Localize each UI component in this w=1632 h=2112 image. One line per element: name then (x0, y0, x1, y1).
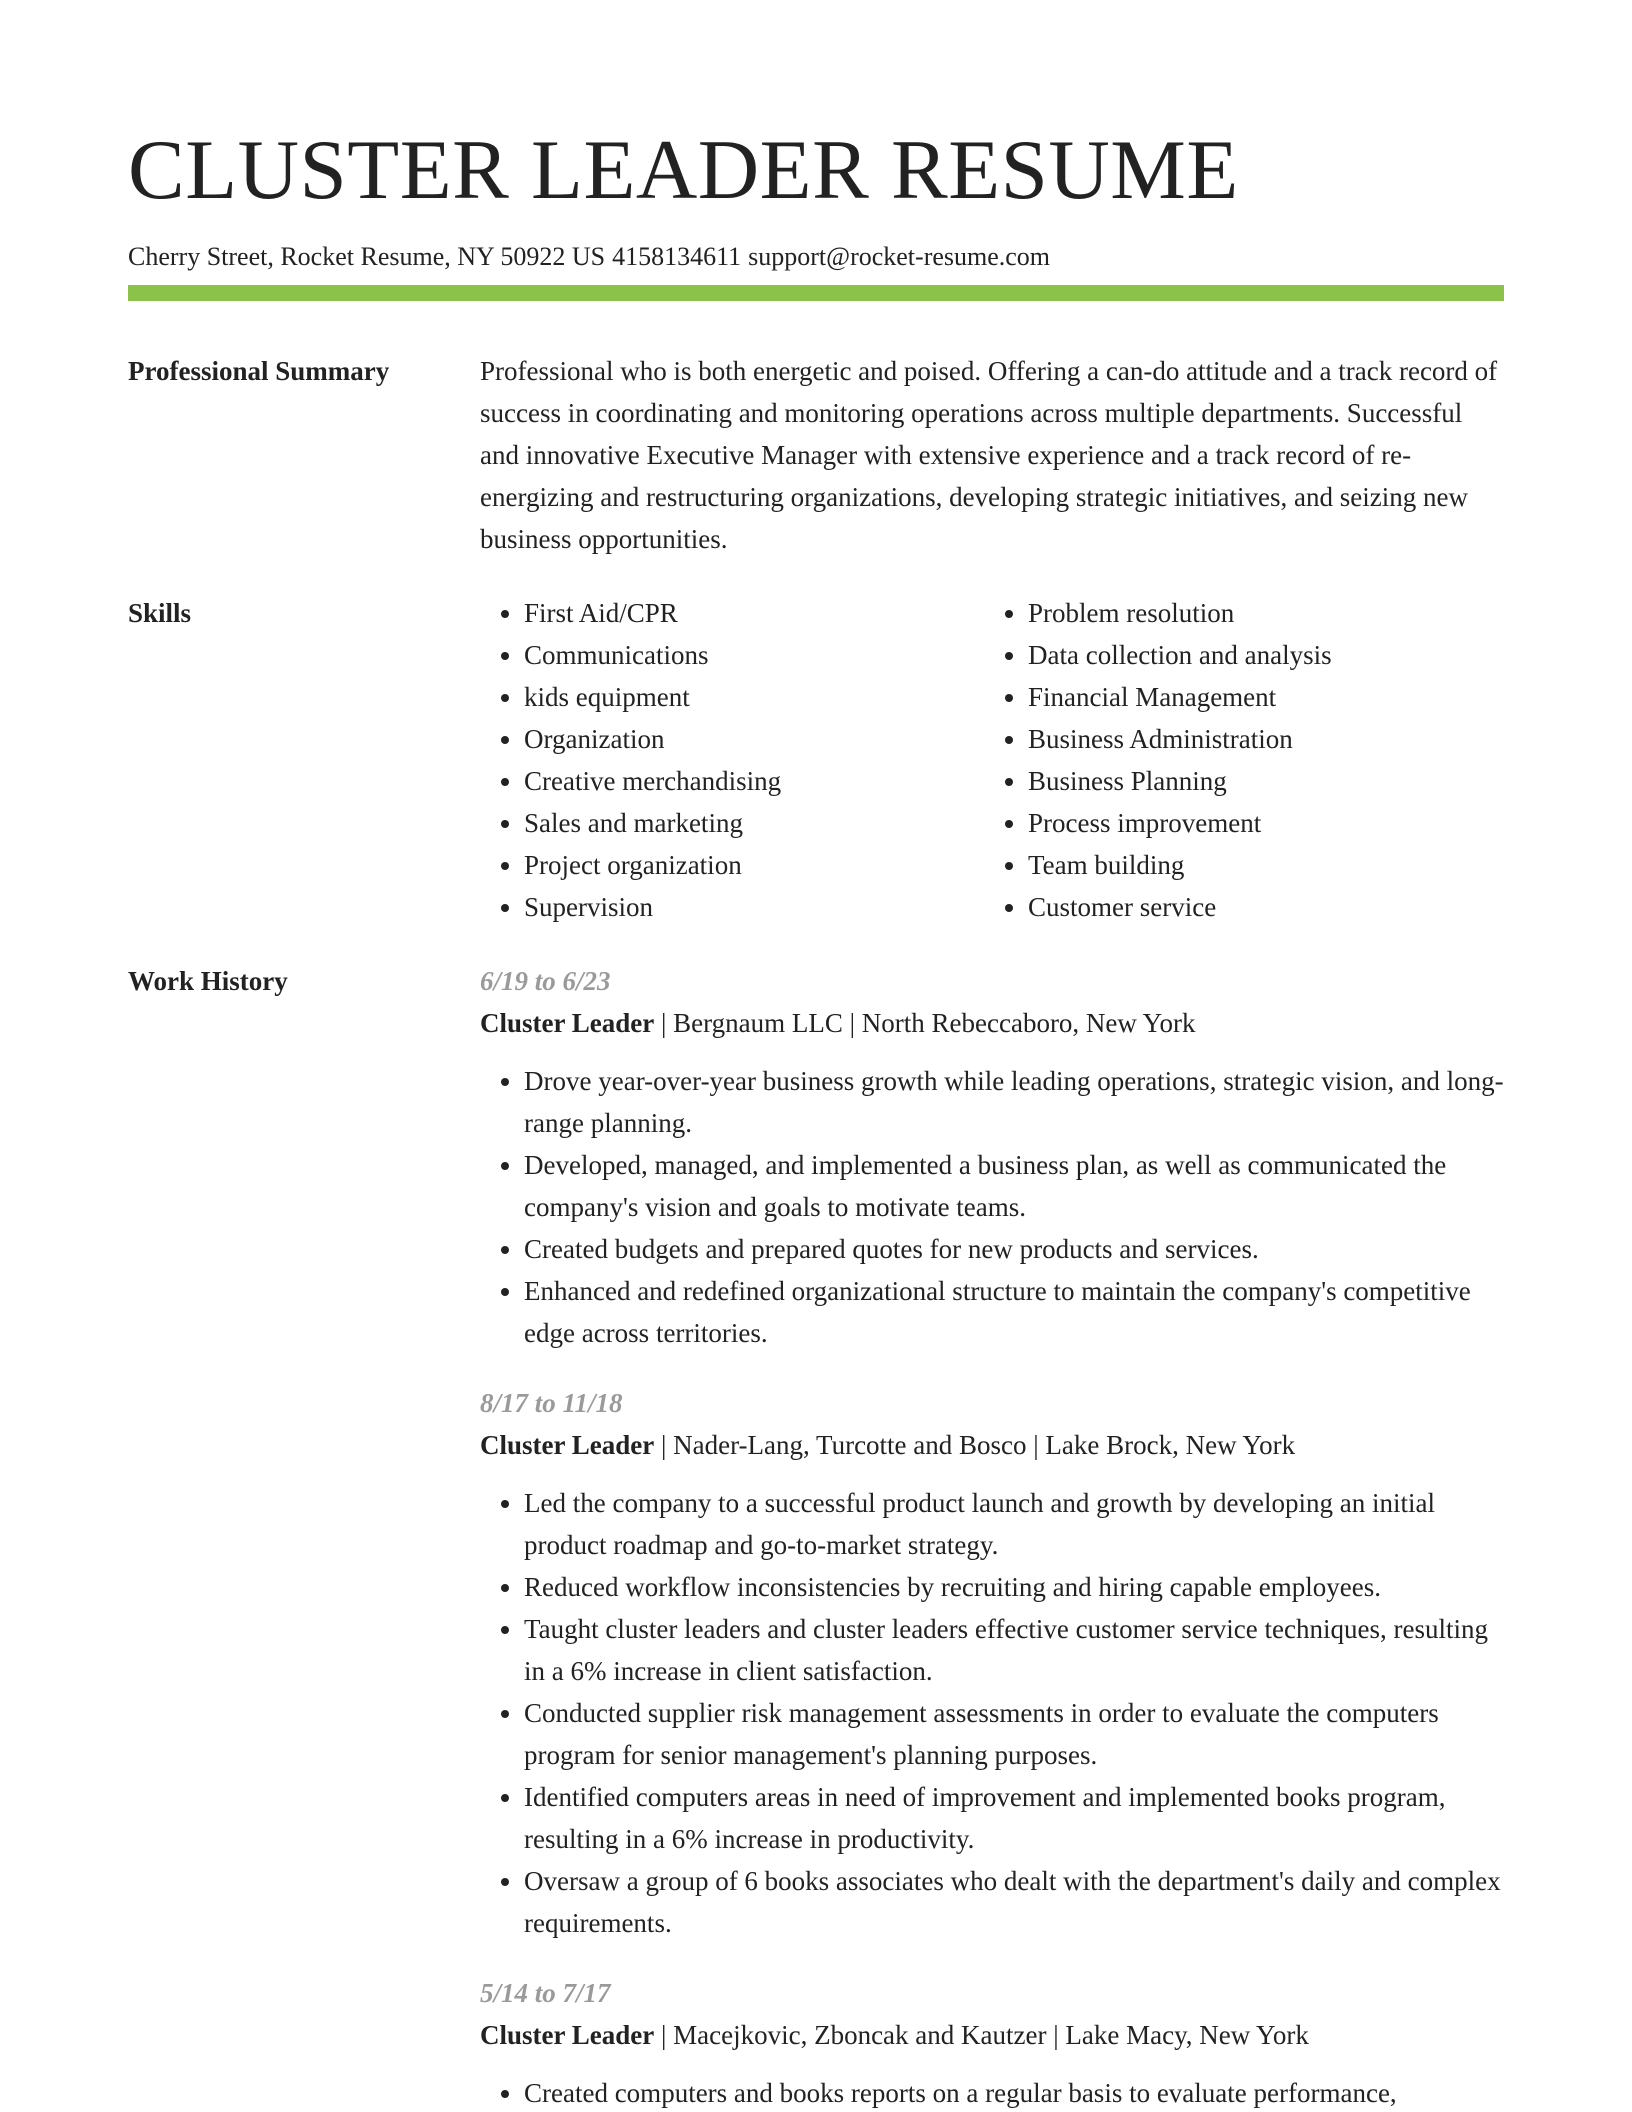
skills-column-left (480, 592, 984, 928)
job-title: Cluster Leader (480, 1430, 655, 1460)
job-bullet: • Created computers and books reports on a regular basis to evaluate performance, (524, 2072, 1504, 2112)
skill-item: • Supervision (524, 886, 984, 928)
work-history-heading: Work History (128, 966, 288, 996)
job-bullet: • Developed, managed, and implemented a business plan, as well as communicated the company's vision and goals to motivate teams. (524, 1144, 1504, 1228)
page-title: CLUSTER LEADER RESUME (128, 123, 1239, 217)
contact-line (128, 240, 1504, 274)
job-bullet: • Conducted supplier risk management assessments in order to evaluate the computers program for senior management's planning purposes. (524, 1692, 1504, 1776)
skill-item: • Customer service (1028, 886, 1488, 928)
job-bullet: • Taught cluster leaders and cluster leaders effective customer service techniques, resulting in a 6% increase in client satisfaction. (524, 1608, 1504, 1692)
skill-item: • Communications (524, 634, 984, 676)
resume-header (128, 118, 1504, 274)
job-dates: 5/14 to 7/17 (480, 1978, 611, 2008)
job-title-line (480, 2014, 1504, 2056)
job-entry (480, 1382, 1504, 1944)
skill-item: • Organization (524, 718, 984, 760)
job-bullets (480, 1482, 1504, 1944)
contact-phone: 4158134611 (612, 242, 742, 271)
skill-item: • Team building (1028, 844, 1488, 886)
work-history-body (480, 960, 1504, 2112)
job-employer-location: | Macejkovic, Zboncak and Kautzer | Lake Macy, New York (654, 2020, 1309, 2050)
job-employer-location: | Bergnaum LLC | North Rebeccaboro, New York (654, 1008, 1196, 1038)
skills-body (480, 592, 1504, 928)
skill-item: • Financial Management (1028, 676, 1488, 718)
summary-heading: Professional Summary (128, 356, 390, 386)
job-entry (480, 1972, 1504, 2112)
skills-column-right (984, 592, 1488, 928)
job-bullet: • Created budgets and prepared quotes for new products and services. (524, 1228, 1504, 1270)
job-bullets (480, 2072, 1504, 2112)
skill-item: • kids equipment (524, 676, 984, 718)
job-bullet: • Enhanced and redefined organizational structure to maintain the company's competitive edge across territories. (524, 1270, 1504, 1354)
summary-body (480, 350, 1504, 560)
skill-item: • Process improvement (1028, 802, 1488, 844)
job-title: Cluster Leader (480, 2020, 655, 2050)
job-title-line (480, 1424, 1504, 1466)
skill-item: • Business Planning (1028, 760, 1488, 802)
job-bullet: • Led the company to a successful product launch and growth by developing an initial product roadmap and go-to-market strategy. (524, 1482, 1504, 1566)
job-bullet: • Identified computers areas in need of improvement and implemented books program, resulting in a 6% increase in productivity. (524, 1776, 1504, 1860)
skills-heading: Skills (128, 598, 192, 628)
skill-item: • Sales and marketing (524, 802, 984, 844)
contact-address: Cherry Street, Rocket Resume, NY 50922 US (128, 242, 606, 271)
skill-item: • First Aid/CPR (524, 592, 984, 634)
skill-item: • Project organization (524, 844, 984, 886)
job-bullets (480, 1060, 1504, 1354)
job-bullet: • Drove year-over-year business growth while leading operations, strategic vision, and long-range planning. (524, 1060, 1504, 1144)
skill-item: • Creative merchandising (524, 760, 984, 802)
job-title-line (480, 1002, 1504, 1044)
job-bullet: • Reduced workflow inconsistencies by recruiting and hiring capable employees. (524, 1566, 1504, 1608)
skill-item: • Problem resolution (1028, 592, 1488, 634)
job-employer-location: | Nader-Lang, Turcotte and Bosco | Lake Brock, New York (654, 1430, 1296, 1460)
job-entry (480, 960, 1504, 1354)
skill-item: • Business Administration (1028, 718, 1488, 760)
contact-email: support@rocket-resume.com (748, 242, 1051, 271)
job-bullet: • Oversaw a group of 6 books associates who dealt with the department's daily and complex requirements. (524, 1860, 1504, 1944)
summary-text: Professional who is both energetic and poised. Offering a can-do attitude and a track record of success in coordinating and monitoring operations across multiple departments. Successful and innovative Executive Manager with extensive experience and a track record of re-energizing and restructuring organizations, developing strategic initiatives, and seizing new business opportunities. (480, 356, 1498, 554)
job-dates: 8/17 to 11/18 (480, 1388, 623, 1418)
job-title: Cluster Leader (480, 1008, 655, 1038)
skill-item: • Data collection and analysis (1028, 634, 1488, 676)
job-dates: 6/19 to 6/23 (480, 966, 611, 996)
accent-divider (128, 285, 1504, 301)
